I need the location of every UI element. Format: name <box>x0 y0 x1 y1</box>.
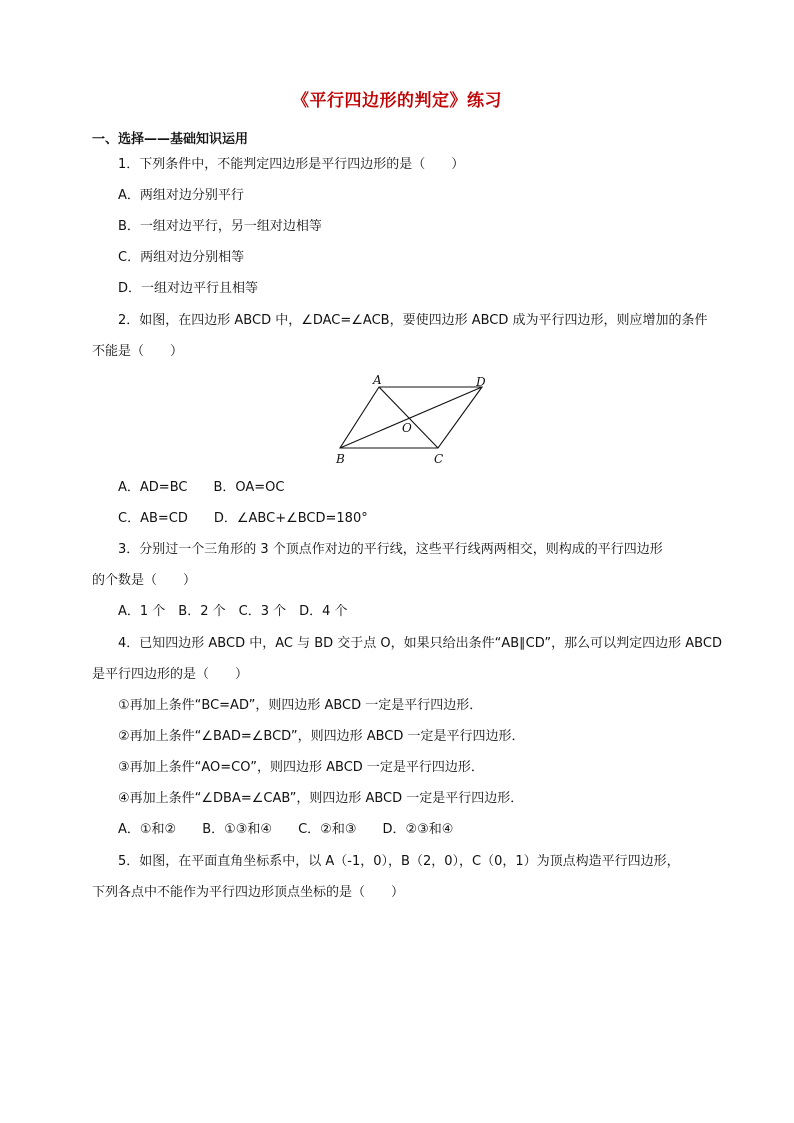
q2-stem-line1: 2．如图，在四边形 ABCD 中，∠DAC=∠ACB，要使四边形 ABCD 成为平行四边形，则应增加的条件 <box>118 313 708 328</box>
label-a: A <box>373 373 382 387</box>
q3-stem-line1: 3．分别过一个三角形的 3 个顶点作对边的平行线，这些平行线两两相交，则构成的平行四边形 <box>118 542 663 557</box>
q4-statement-4: ④再加上条件“∠DBA=∠CAB”，则四边形 ABCD 一定是平行四边形． <box>118 791 524 806</box>
q4-statement-1: ①再加上条件“BC=AD”，则四边形 ABCD 一定是平行四边形． <box>118 698 483 713</box>
parallelogram-figure <box>330 372 490 467</box>
q4-statement-2: ②再加上条件“∠BAD=∠BCD”，则四边形 ABCD 一定是平行四边形． <box>118 729 525 744</box>
q4-stem-line1: 4．已知四边形 ABCD 中，AC 与 BD 交于点 O，如果只给出条件“AB∥CD”，那么可以判定四边形 ABCD <box>118 636 722 651</box>
q4-options: A．①和② B．①③和④ C．②和③ D．②③和④ <box>118 822 454 837</box>
q4-statement-3: ③再加上条件“AO=CO”，则四边形 ABCD 一定是平行四边形． <box>118 760 484 775</box>
document-title: 《平行四边形的判定》练习 <box>292 91 502 111</box>
q1-option-b: B．一组对边平行，另一组对边相等 <box>118 219 322 234</box>
q5-stem-line1: 5．如图，在平面直角坐标系中，以 A（-1，0），B（2，0），C（0，1）为顶点构造平行四边形， <box>118 854 680 869</box>
q5-stem-line2: 下列各点中不能作为平行四边形顶点坐标的是（ ） <box>92 885 405 900</box>
label-d: D <box>476 375 486 389</box>
q2-stem-line2: 不能是（ ） <box>92 344 184 359</box>
q1-stem: 1．下列条件中，不能判定四边形是平行四边形的是（ ） <box>118 157 465 172</box>
q4-stem-line2: 是平行四边形的是（ ） <box>92 667 249 682</box>
diagonal-bd <box>340 387 482 448</box>
diagonal-ac <box>379 387 438 448</box>
label-b: B <box>336 452 345 466</box>
label-o: O <box>402 421 412 435</box>
q1-option-c: C．两组对边分别相等 <box>118 250 245 265</box>
q2-options-line1: A．AD=BC B．OA=OC <box>118 480 285 495</box>
q2-options-line2: C．AB=CD D．∠ABC+∠BCD=180° <box>118 511 368 526</box>
q1-option-d: D．一组对边平行且相等 <box>118 281 259 296</box>
q3-stem-line2: 的个数是（ ） <box>92 573 197 588</box>
label-c: C <box>434 452 444 466</box>
q1-option-a: A．两组对边分别平行 <box>118 188 244 203</box>
section-heading: 一、选择——基础知识运用 <box>92 132 249 147</box>
q3-options: A．1 个 B．2 个 C．3 个 D．4 个 <box>118 604 348 619</box>
